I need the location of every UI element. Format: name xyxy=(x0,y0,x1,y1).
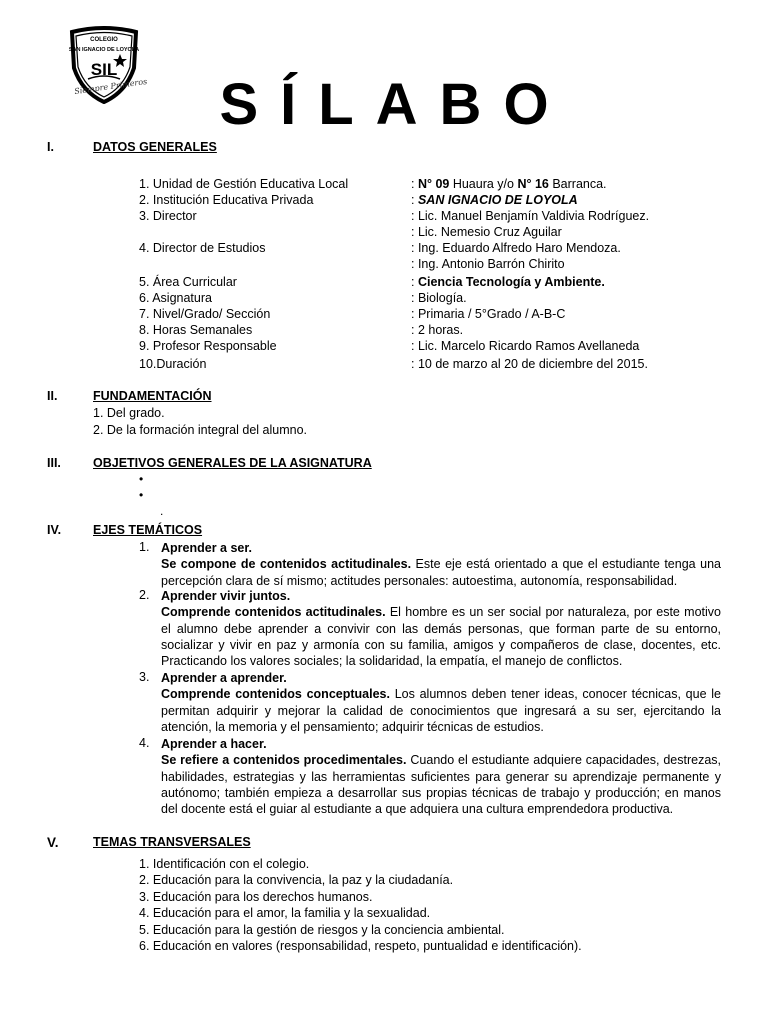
section-title-fundamentacion: FUNDAMENTACIÓN xyxy=(93,389,212,403)
datos-value-part: : 2 horas. xyxy=(411,323,464,337)
list-item: 5. Educación para la gestión de riesgos y la conciencia ambiental. xyxy=(139,922,505,937)
axis-number: 3. xyxy=(139,670,150,684)
list-item: 2. De la formación integral del alumno. xyxy=(93,423,308,437)
axis-lead: Se refiere a contenidos procedimentales. xyxy=(161,753,407,768)
axis-title: Aprender a ser. xyxy=(161,541,253,555)
axis-text: Este eje está orientado a que el estudiante tenga una percepción clara de sí mismo; actitudes personales: autoestima, autonomía, responsabilidad. xyxy=(161,557,721,588)
section-title-datos: DATOS GENERALES xyxy=(93,140,217,154)
axis-title: Aprender a aprender. xyxy=(161,671,287,685)
datos-label: 4. Director de Estudios xyxy=(139,241,266,255)
datos-value-part: : Lic. Marcelo Ricardo Ramos Avellaneda xyxy=(411,339,640,353)
axis-text: Cuando el estudiante adquiere capacidades, destrezas, habilidades, estrategias y las herramientas suficientes para generar su aprendizaje permanente y autónomo; también empieza a desarrollar sus propias técnicas de trabajo y producción; en manos del docente está el guiar al estudiante a que adquiera una cultura emprendedora productiva. xyxy=(161,753,721,817)
list-item: 1. Del grado. xyxy=(93,406,165,420)
datos-label: 8. Horas Semanales xyxy=(139,323,253,337)
section-number: IV. xyxy=(47,523,62,537)
axis-number: 1. xyxy=(139,540,150,554)
datos-value-part: : xyxy=(411,193,418,207)
section-number: I. xyxy=(47,140,54,154)
axis-text: Los alumnos deben tener ideas, conocer técnicas, que le permitan adquirir y mejorar la calidad de conocimientos que ingresará a su ser, ejercitando la atención, la memoria y el pensamiento; adquirir técnicas de estudios. xyxy=(161,687,721,734)
datos-value xyxy=(411,290,467,306)
axis-title: Aprender a hacer. xyxy=(161,737,267,751)
bullet-dot: . xyxy=(160,504,164,518)
datos-value-part: : Lic. Manuel Benjamín Valdivia Rodríguez. xyxy=(411,209,650,223)
datos-label: 1. Unidad de Gestión Educativa Local xyxy=(139,177,349,191)
datos-value xyxy=(411,240,621,256)
datos-value-part: SAN IGNACIO DE LOYOLA xyxy=(417,193,578,207)
datos-value xyxy=(411,274,605,290)
datos-value xyxy=(411,322,463,338)
datos-label: 7. Nivel/Grado/ Sección xyxy=(139,307,271,321)
axis-lead: Se compone de contenidos actitudinales. xyxy=(161,557,412,572)
list-item: 3. Educación para los derechos humanos. xyxy=(139,889,373,904)
datos-value-part: Ciencia Tecnología y Ambiente. xyxy=(417,275,605,289)
logo-motto: Siempre Primeros xyxy=(73,76,148,97)
datos-value xyxy=(411,306,565,322)
list-item: 6. Educación en valores (responsabilidad, respeto, puntualidad e identificación). xyxy=(139,939,582,953)
datos-value-part: : Biología. xyxy=(411,291,467,305)
axis-item xyxy=(161,736,721,817)
list-item: 4. Educación para el amor, la familia y la sexualidad. xyxy=(139,906,431,921)
logo-initials: SIL xyxy=(90,60,118,79)
datos-label: 6. Asignatura xyxy=(139,291,212,305)
datos-label: 5. Área Curricular xyxy=(139,275,237,289)
datos-value xyxy=(411,224,562,240)
datos-value xyxy=(411,356,648,372)
datos-value-part: N° 16 xyxy=(517,177,549,191)
datos-label: 10.Duración xyxy=(139,357,207,371)
datos-value xyxy=(411,256,565,272)
datos-value-part: Huaura y/o xyxy=(449,177,518,191)
logo-top-text: COLEGIO xyxy=(90,37,118,43)
datos-value xyxy=(411,192,578,208)
list-item: 2. Educación para la convivencia, la paz y la ciudadanía. xyxy=(139,873,454,888)
datos-value xyxy=(411,176,607,192)
datos-value xyxy=(411,338,639,354)
section-title-objetivos: OBJETIVOS GENERALES DE LA ASIGNATURA xyxy=(93,456,372,470)
axis-text: El hombre es un ser social por naturaleza, por este motivo el alumno debe aprender a convivir con las demás personas, que forman parte de su entorno, socializar y vivir en paz y armonía con su familia, amigos y compañeros de clase, docentes, etc. Practicando los valores sociales; la solidaridad, la empatía, el manejo de conflictos. xyxy=(161,605,721,669)
section-number: III. xyxy=(47,456,61,470)
datos-value-part: : Ing. Eduardo Alfredo Haro Mendoza. xyxy=(411,241,621,255)
axis-number: 2. xyxy=(139,588,150,602)
datos-value-part: : xyxy=(411,177,418,191)
datos-value-part: : Ing. Antonio Barrón Chirito xyxy=(411,257,565,271)
section-number: II. xyxy=(47,389,58,403)
datos-label: 2. Institución Educativa Privada xyxy=(139,193,314,207)
datos-value-part: : Lic. Nemesio Cruz Aguilar xyxy=(411,225,562,239)
datos-value xyxy=(411,208,649,224)
bullet-item: • xyxy=(139,472,144,486)
axis-item xyxy=(161,540,721,589)
datos-value-part: N° 09 xyxy=(417,177,450,191)
datos-label: 3. Director xyxy=(139,209,197,223)
section-title-ejes: EJES TEMÁTICOS xyxy=(93,523,203,537)
list-item: 1. Identificación con el colegio. xyxy=(139,857,310,871)
axis-item xyxy=(161,670,721,735)
datos-label: 9. Profesor Responsable xyxy=(139,339,277,353)
datos-value-part: : 10 de marzo al 20 de diciembre del 2015. xyxy=(411,357,648,371)
datos-value-part: : xyxy=(411,275,418,289)
logo-name-text: SAN IGNACIO DE LOYOLA xyxy=(68,47,140,53)
axis-lead: Comprende contenidos actitudinales. xyxy=(161,605,386,620)
bullet-item: • xyxy=(139,488,144,502)
axis-number: 4. xyxy=(139,736,150,750)
axis-title: Aprender vivir juntos. xyxy=(161,589,291,603)
axis-lead: Comprende contenidos conceptuales. xyxy=(161,687,390,702)
datos-value-part: Barranca. xyxy=(548,177,607,191)
datos-value-part: : Primaria / 5°Grado / A-B-C xyxy=(411,307,566,321)
page-title: SÍLABO xyxy=(219,72,571,137)
axis-item xyxy=(161,588,721,669)
section-number: V. xyxy=(47,835,59,850)
section-title-temas: TEMAS TRANSVERSALES xyxy=(93,835,251,849)
